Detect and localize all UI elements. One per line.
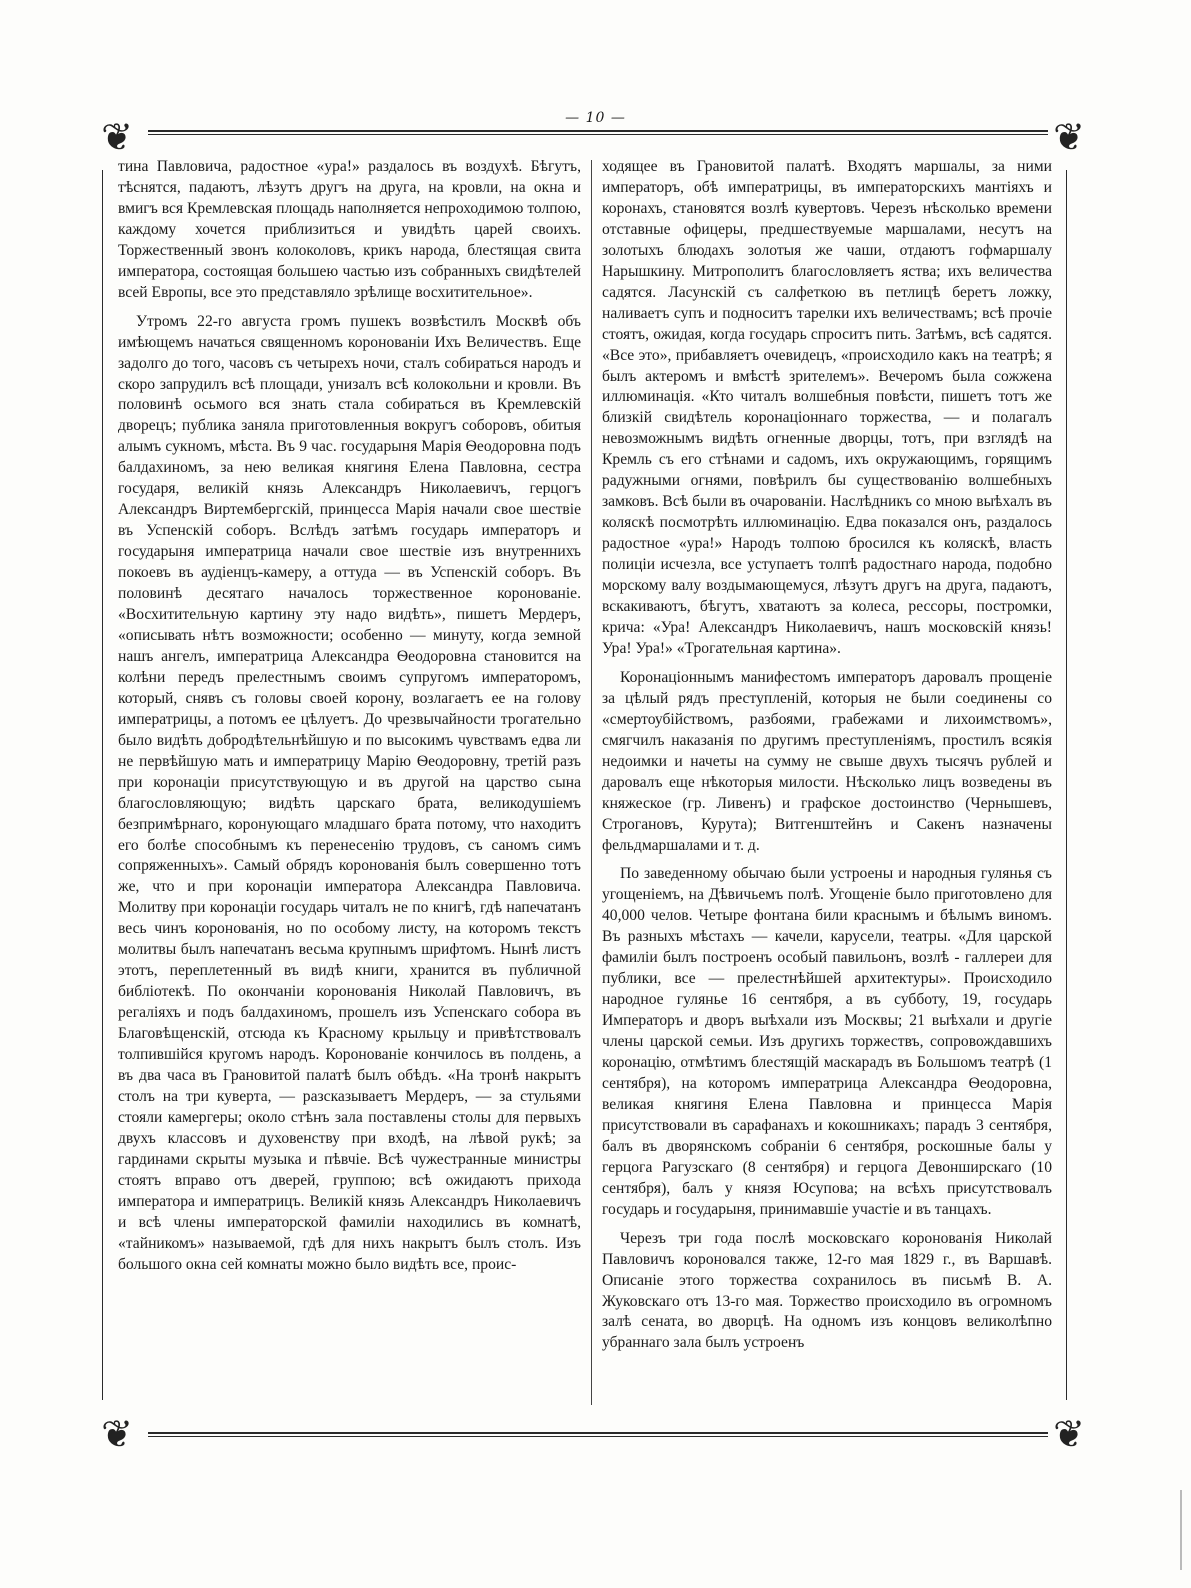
page-edge-mark	[1180, 1490, 1182, 1570]
corner-ornament-bottom-left: ❦	[101, 1412, 133, 1456]
right-border-line	[1066, 170, 1067, 1400]
right-column	[602, 157, 1052, 1405]
corner-ornament-bottom-right: ❦	[1053, 1412, 1085, 1456]
paragraph: Утромъ 22-го августа громъ пушекъ возвѣстилъ Москвѣ объ имѣющемъ начаться священномъ коронованіи Ихъ Величествъ. Еще задолго до того, часовъ съ четырехъ ночи, сталъ собираться народъ и скоро запрудилъ всѣ площади, унизалъ всѣ колокольни и кровли. Въ половинѣ осьмого вся знать стала собираться въ Кремлевскій дворецъ; публика заняла приготовленныя вокругъ соборовъ, обитыя алымъ сукномъ, мѣста. Въ 9 час. государыня Марія Ѳеодоровна подъ балдахиномъ, за нею великая княгиня Елена Павловна, сестра государя, великій князь Александръ Николаевичъ, герцогъ Александръ Виртембергскій, принцесса Марія начали свое шествіе въ Успенскій соборъ. Вслѣдъ затѣмъ государь императоръ и государыня императрица начали свое шествіе изъ внутреннихъ покоевъ въ аудіенцъ-камеру, а оттуда — въ Успенскій соборъ. Въ половинѣ десятаго началось торжественное коронованіе. «Восхитительную картину эту надо видѣть», пишетъ Мердеръ, «описывать нѣтъ возможности; особенно — минуту, когда земной нашъ ангелъ, императрица Александра Ѳеодоровна становится на колѣни передъ прелестнымъ своимъ супругомъ императоромъ, который, снявъ съ головы своей корону, возлагаетъ ее на голову императрицы, а потомъ ее цѣлуетъ. До чрезвычайности трогательно было видѣть добродѣтельнѣйшую и по высокимъ чувствамъ едва ли не первѣйшую мать и императрицу Марію Ѳеодоровну, третій разъ при коронаціи присутствующую и въ другой на царство сына благословляющую; видѣть царскаго брата, великодушіемъ безпримѣрнаго, коронующаго младшаго брата потому, что находитъ его болѣе способнымъ къ перенесенію трудовъ, съ саномъ симъ сопряженныхъ». Самый обрядъ коронованія былъ совершенно тотъ же, что и при коронаціи императора Александра Павловича. Молитву при коронаціи государь читалъ не по книгѣ, гдѣ напечатанъ весь чинъ коронованія, но по особому листу, на которомъ текстъ молитвы былъ напечатанъ весьма крупнымъ шрифтомъ. Нынѣ листъ этотъ, переплетенный въ видѣ книги, хранится въ публичной библіотекѣ. По окончаніи коронованія Николай Павловичъ, въ регаліяхъ и подъ балдахиномъ, прошелъ изъ Успенскаго собора въ Благовѣщенскій, отсюда къ Красному крыльцу и привѣтствовалъ толпившійся кругомъ народъ. Коронованіе кончилось въ полдень, а въ два часа въ Грановитой палатѣ былъ обѣдъ. «На тронѣ накрытъ столъ на три куверта, — разсказываетъ Мердеръ, — за стульями стояли камергеры; около стѣнъ зала поставлены столы для первыхъ двухъ классовъ и духовенству при входѣ, на лѣвой рукѣ; за гардинами скрыты музыка и пѣвчіе. Всѣ чужестранные министры стоятъ вправо отъ дверей, группою; всѣ ожидаютъ прихода императора и императрицъ. Великій князь Александръ Николаевичъ и всѣ члены императорской фамиліи находились въ комнатѣ, «тайникомъ» называемой, гдѣ для нихъ накрытъ былъ столъ. Изъ большого окна сей комнаты можно было видѣть все, проис-	[118, 312, 581, 1273]
column-divider	[591, 160, 592, 1405]
page-number: — 10 —	[565, 110, 626, 126]
corner-ornament-top-left: ❦	[101, 115, 133, 159]
left-column	[118, 157, 581, 1405]
bottom-border-line-thin	[148, 1436, 1048, 1437]
paragraph: ходящее въ Грановитой палатѣ. Входятъ маршалы, за ними императоръ, обѣ императрицы, въ императорскихъ мантіяхъ и коронахъ, становятся возлѣ кувертовъ. Черезъ нѣсколько времени отставные офицеры, предшествуемые маршалами, несутъ на золотыхъ блюдахъ золотыя же чаши, отдаютъ гофмаршалу Нарышкину. Митрополитъ благословляетъ яства; ихъ величества садятся. Ласунскій съ салфеткою въ петлицѣ беретъ ложку, наливаетъ супъ и подноситъ тарелки ихъ величествамъ; всѣ прочіе стоятъ, ожидая, когда государь спроситъ пить. Затѣмъ, всѣ садятся. «Все это», прибавляетъ очевидецъ, «происходило какъ на театрѣ; я былъ актеромъ и вмѣстѣ зрителемъ». Вечеромъ была сожжена иллюминація. «Кто читалъ волшебныя повѣсти, пишетъ тотъ же близкій свидѣтель коронаціоннаго торжества, — и полагалъ невозможнымъ видѣть огненные дворцы, тотъ, при взглядѣ на Кремль съ его стѣнами и садомъ, ихъ окружающимъ, горящимъ радужными огнями, повѣрилъ бы существованію волшебныхъ замковъ. Всѣ были въ очарованіи. Наслѣдникъ со мною выѣхалъ въ коляскѣ посмотрѣть иллюминацію. Едва показался онъ, раздалось радостное «ура!» Народъ толпою бросился къ коляскѣ, власть полиціи исчезла, все уступаетъ толпѣ радостнаго народа, подобно морскому валу воздымающемуся, лѣзутъ другъ на друга, падаютъ, вскакиваютъ, бѣгутъ, хватаютъ за колеса, рессоры, постромки, крича: «Ура! Александръ Николаевичъ, нашъ московскій князь! Ура! Ура!» «Трогательная картина».	[602, 158, 1052, 657]
paragraph: Черезъ три года послѣ московскаго коронованія Николай Павловичъ короновался также, 12-го мая 1829 г., въ Варшавѣ. Описаніе этого торжества сохранилось въ письмѣ В. А. Жуковскаго отъ 13-го мая. Торжество происходило въ огромномъ залѣ сената, во дворцѣ. На одномъ изъ концовъ великолѣпно убраннаго зала былъ устроенъ	[602, 1229, 1052, 1352]
corner-ornament-top-right: ❦	[1053, 115, 1085, 159]
paragraph: По заведенному обычаю были устроены и народныя гулянья съ угощеніемъ, на Дѣвичьемъ полѣ. Угощеніе было приготовлено для 40,000 челов. Четыре фонтана били краснымъ и бѣлымъ виномъ. Въ разныхъ мѣстахъ — качели, карусели, театры. «Для царской фамиліи былъ построенъ особый павильонъ, возлѣ - галлереи для публики, все — прелестнѣйшей архитектуры». Происходило народное гулянье 16 сентября, а въ субботу, 19, государь Императоръ и дворъ выѣхали изъ Москвы; 21 выѣхали и другіе члены царской семьи. Изъ другихъ торжествъ, сопровождавшихъ коронацію, отмѣтимъ блестящій маскарадъ въ Большомъ театрѣ (1 сентября), на которомъ императрица Александра Ѳеодоровна, великая княгиня Елена Павловна и принцесса Марія присутствовали въ сарафанахъ и кокошникахъ; парадъ 3 сентября, балъ въ дворянскомъ собраніи 6 сентября, роскошные балы у герцога Рагузскаго (8 сентября) и герцога Девонширскаго (10 сентября), балъ у князя Юсупова; на всѣхъ присутствовалъ государь и государыня, принимавшіе участіе и въ танцахъ.	[602, 865, 1052, 1218]
top-border-line	[148, 130, 1048, 132]
left-border-line	[102, 170, 103, 1400]
top-border-line-thin	[148, 134, 1048, 135]
paragraph: тина Павловича, радостное «ура!» раздалось въ воздухѣ. Бѣгутъ, тѣснятся, падаютъ, лѣзутъ другъ на друга, на кровли, на окна и вмигъ вся Кремлевская площадь наполняется непроходимою толпою, каждому хочется приблизиться и увидѣть царей своихъ. Торжественный звонъ колоколовъ, крикъ народа, блестящая свита императора, состоящая большею частью изъ собранныхъ свидѣтелей всей Европы, все это представляло зрѣлище восхитительное».	[118, 158, 581, 301]
paragraph: Коронаціоннымъ манифестомъ императоръ даровалъ прощеніе за цѣлый рядъ преступленій, которыя не были соединены со «смертоубійствомъ, разбоями, грабежами и лихоимствомъ», смягчилъ наказанія по другимъ преступленіямъ, простилъ всякія недоимки и начеты на сумму не свыше двухъ тысячъ рублей и даровалъ еще нѣкоторыя милости. Нѣсколько лицъ возведены въ княжеское (гр. Ливенъ) и графское достоинство (Чернышевъ, Строгановъ, Курута); Витгенштейнъ и Сакенъ назначены фельдмаршалами и т. д.	[602, 668, 1052, 854]
bottom-border-line	[148, 1432, 1048, 1434]
